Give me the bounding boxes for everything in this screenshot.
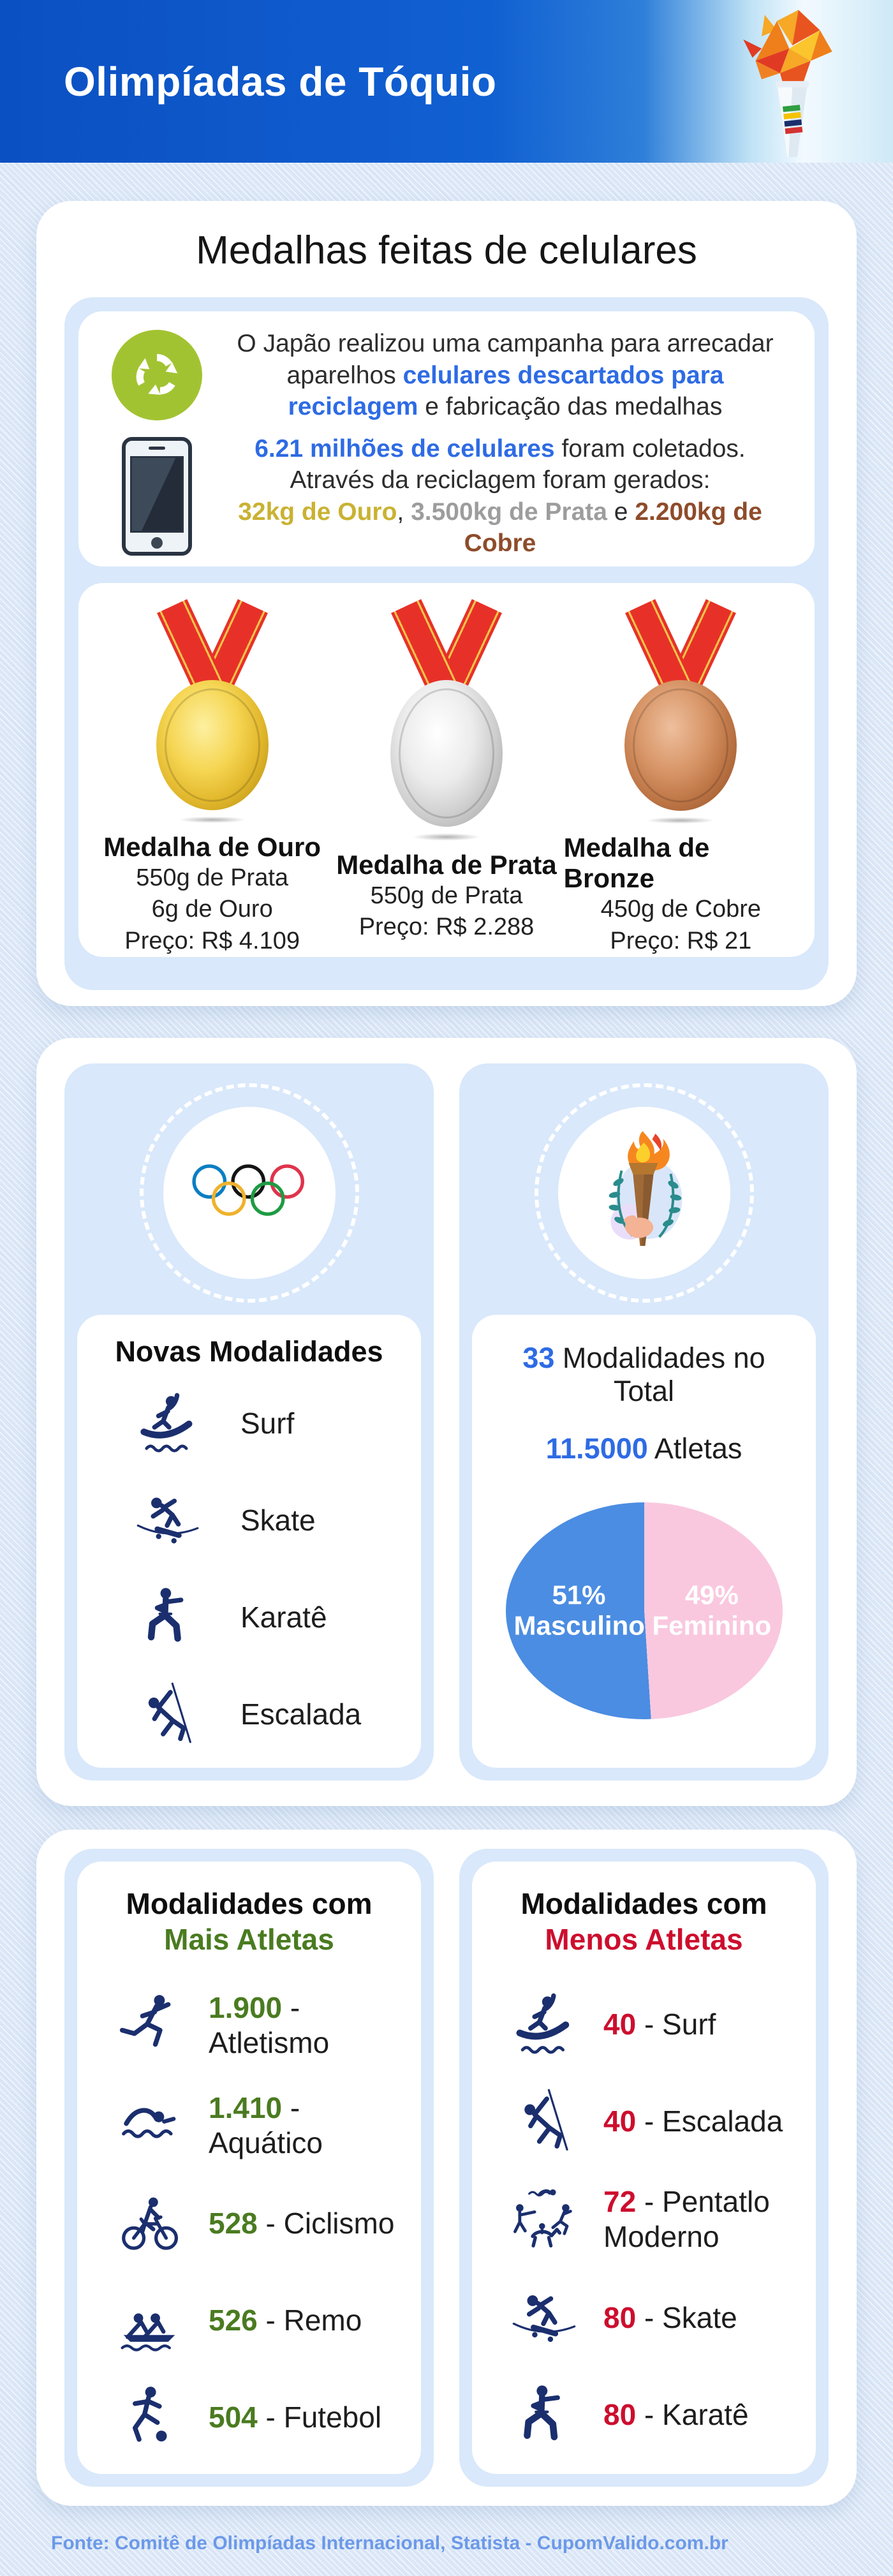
list-item: 40 - Surf bbox=[510, 1990, 801, 2058]
rings-emblem-zone bbox=[77, 1076, 421, 1310]
phones-row bbox=[112, 433, 781, 559]
section-athletes-card bbox=[36, 1830, 857, 2506]
most-athletes-panel bbox=[64, 1849, 434, 2487]
new-modalities-card bbox=[77, 1315, 421, 1768]
new-modalities-title: Novas Modalidades bbox=[115, 1335, 383, 1368]
new-modalities-list bbox=[95, 1390, 403, 1747]
olympic-torch-icon bbox=[714, 3, 858, 162]
copper-amount: 2.200kg de Cobre bbox=[464, 498, 762, 558]
recycle-row bbox=[112, 328, 781, 423]
gold-medal-column: Medalha de Ouro 550g de Prata 6g de Ouro Preço: R$ 4.109 bbox=[95, 596, 329, 957]
gender-pie bbox=[506, 1502, 783, 1719]
gold-medal-icon bbox=[156, 680, 269, 810]
athletics-icon bbox=[115, 1992, 183, 2059]
total-modalities-value: 33 bbox=[522, 1342, 555, 1374]
most-athletes-title: Modalidades com Mais Atletas bbox=[126, 1887, 373, 1957]
least-athletes-panel bbox=[459, 1849, 829, 2487]
recycle-text bbox=[229, 328, 781, 423]
list-item: 504 - Futebol bbox=[115, 2384, 406, 2452]
source-credit: Fonte: Comitê de Olimpíadas Internacional, Statista - CupomValido.com.br bbox=[51, 2533, 728, 2554]
section-medals-title: Medalhas feitas de celulares bbox=[196, 228, 697, 272]
skate-icon bbox=[510, 2284, 578, 2352]
page-title: Olimpíadas de Tóquio bbox=[64, 58, 497, 105]
climbing-icon bbox=[510, 2087, 578, 2155]
least-athletes-title: Modalidades com Menos Atletas bbox=[520, 1887, 767, 1957]
recycling-info-card bbox=[78, 311, 815, 566]
torch-circle bbox=[558, 1107, 730, 1279]
list-item bbox=[135, 1584, 403, 1650]
list-item bbox=[135, 1390, 403, 1456]
male-slice-label: 51% Masculino bbox=[513, 1580, 645, 1641]
modality-label: Karatê bbox=[240, 1601, 327, 1634]
rowing-icon bbox=[115, 2287, 183, 2355]
least-athletes-card bbox=[472, 1862, 816, 2474]
total-athletes-line: 11.5000 Atletas bbox=[545, 1432, 742, 1465]
football-icon bbox=[115, 2384, 183, 2452]
surf-icon bbox=[135, 1390, 201, 1456]
climbing-icon bbox=[135, 1681, 201, 1747]
bronze-medal-column: Medalha de Bronze 450g de Cobre Preço: R$ 21 bbox=[564, 596, 798, 957]
olympic-rings-icon bbox=[184, 1155, 315, 1231]
most-athletes-list bbox=[92, 1990, 406, 2452]
list-item: 72 - Pentatlo Moderno bbox=[510, 2184, 801, 2254]
header-banner bbox=[0, 0, 893, 163]
modality-label: Escalada bbox=[240, 1698, 362, 1731]
new-modalities-panel bbox=[64, 1063, 434, 1780]
phones-highlight: 6.21 milhões de celulares bbox=[255, 434, 555, 463]
smartphone-icon bbox=[122, 437, 192, 556]
karate-icon bbox=[510, 2381, 578, 2449]
modality-label: Skate bbox=[240, 1504, 316, 1537]
list-item: 526 - Remo bbox=[115, 2287, 406, 2355]
recycle-icon bbox=[112, 330, 202, 420]
bronze-medal-name: Medalha de Bronze bbox=[563, 833, 710, 894]
olympic-rings-circle bbox=[163, 1107, 336, 1279]
list-item: 80 - Skate bbox=[510, 2284, 801, 2352]
phones-rest: foram coletados. bbox=[554, 434, 746, 463]
silver-medal-column: Medalha de Prata 550g de Prata Preço: R$ 2.288 bbox=[329, 596, 563, 957]
gold-medal-name: Medalha de Ouro bbox=[103, 831, 321, 862]
surf-icon bbox=[510, 1990, 578, 2058]
female-slice-label: 49% Feminino bbox=[652, 1580, 772, 1641]
section-modalities-card bbox=[36, 1038, 857, 1806]
list-item: 528 - Ciclismo bbox=[115, 2190, 406, 2258]
modality-label: Surf bbox=[240, 1407, 295, 1440]
list-item: 1.900 - Atletismo bbox=[115, 1990, 406, 2061]
skate-icon bbox=[135, 1487, 201, 1553]
torch-laurel-icon bbox=[591, 1126, 697, 1260]
gold-amount: 32kg de Ouro bbox=[238, 498, 397, 526]
sep2: e bbox=[607, 498, 635, 526]
medals-blue-panel bbox=[64, 297, 829, 990]
total-modalities-line: 33 Modalidades no Total bbox=[522, 1342, 765, 1407]
bronze-medal-icon bbox=[624, 680, 737, 811]
pentathlon-icon bbox=[510, 2186, 578, 2253]
list-item bbox=[135, 1681, 403, 1747]
most-athletes-card bbox=[77, 1862, 421, 2474]
gender-pie-wrap bbox=[490, 1502, 798, 1719]
torch-emblem-zone bbox=[472, 1076, 816, 1310]
sep1: , bbox=[397, 498, 411, 526]
medals-display-card bbox=[78, 583, 815, 957]
recycle-text-highlight: celulares descartados para reciclagem bbox=[288, 361, 724, 421]
smartphone-screen bbox=[130, 456, 184, 533]
least-athletes-list bbox=[487, 1990, 801, 2448]
phones-line2: Através da reciclagem foram gerados: bbox=[290, 466, 711, 494]
karate-icon bbox=[135, 1584, 201, 1650]
chevron-ring-decoration bbox=[535, 1083, 754, 1303]
silver-medal-name: Medalha de Prata bbox=[336, 850, 557, 880]
swimming-icon bbox=[115, 2092, 183, 2159]
chevron-ring-decoration bbox=[140, 1083, 359, 1303]
list-item: 1.410 - Aquático bbox=[115, 2091, 406, 2161]
totals-panel bbox=[459, 1063, 829, 1780]
silver-medal-icon bbox=[390, 680, 503, 827]
cycling-icon bbox=[115, 2190, 183, 2258]
phones-text bbox=[219, 433, 781, 559]
recycle-text-end: e fabricação das medalhas bbox=[418, 393, 723, 421]
total-athletes-value: 11.5000 bbox=[545, 1432, 648, 1465]
list-item bbox=[135, 1487, 403, 1553]
silver-amount: 3.500kg de Prata bbox=[411, 498, 607, 526]
list-item: 80 - Karatê bbox=[510, 2381, 801, 2449]
recycle-text-start: O Japão realizou uma campanha para arrecadar aparelhos bbox=[237, 330, 774, 389]
section-medals-card bbox=[36, 201, 857, 1006]
list-item: 40 - Escalada bbox=[510, 2087, 801, 2155]
totals-card bbox=[472, 1315, 816, 1768]
